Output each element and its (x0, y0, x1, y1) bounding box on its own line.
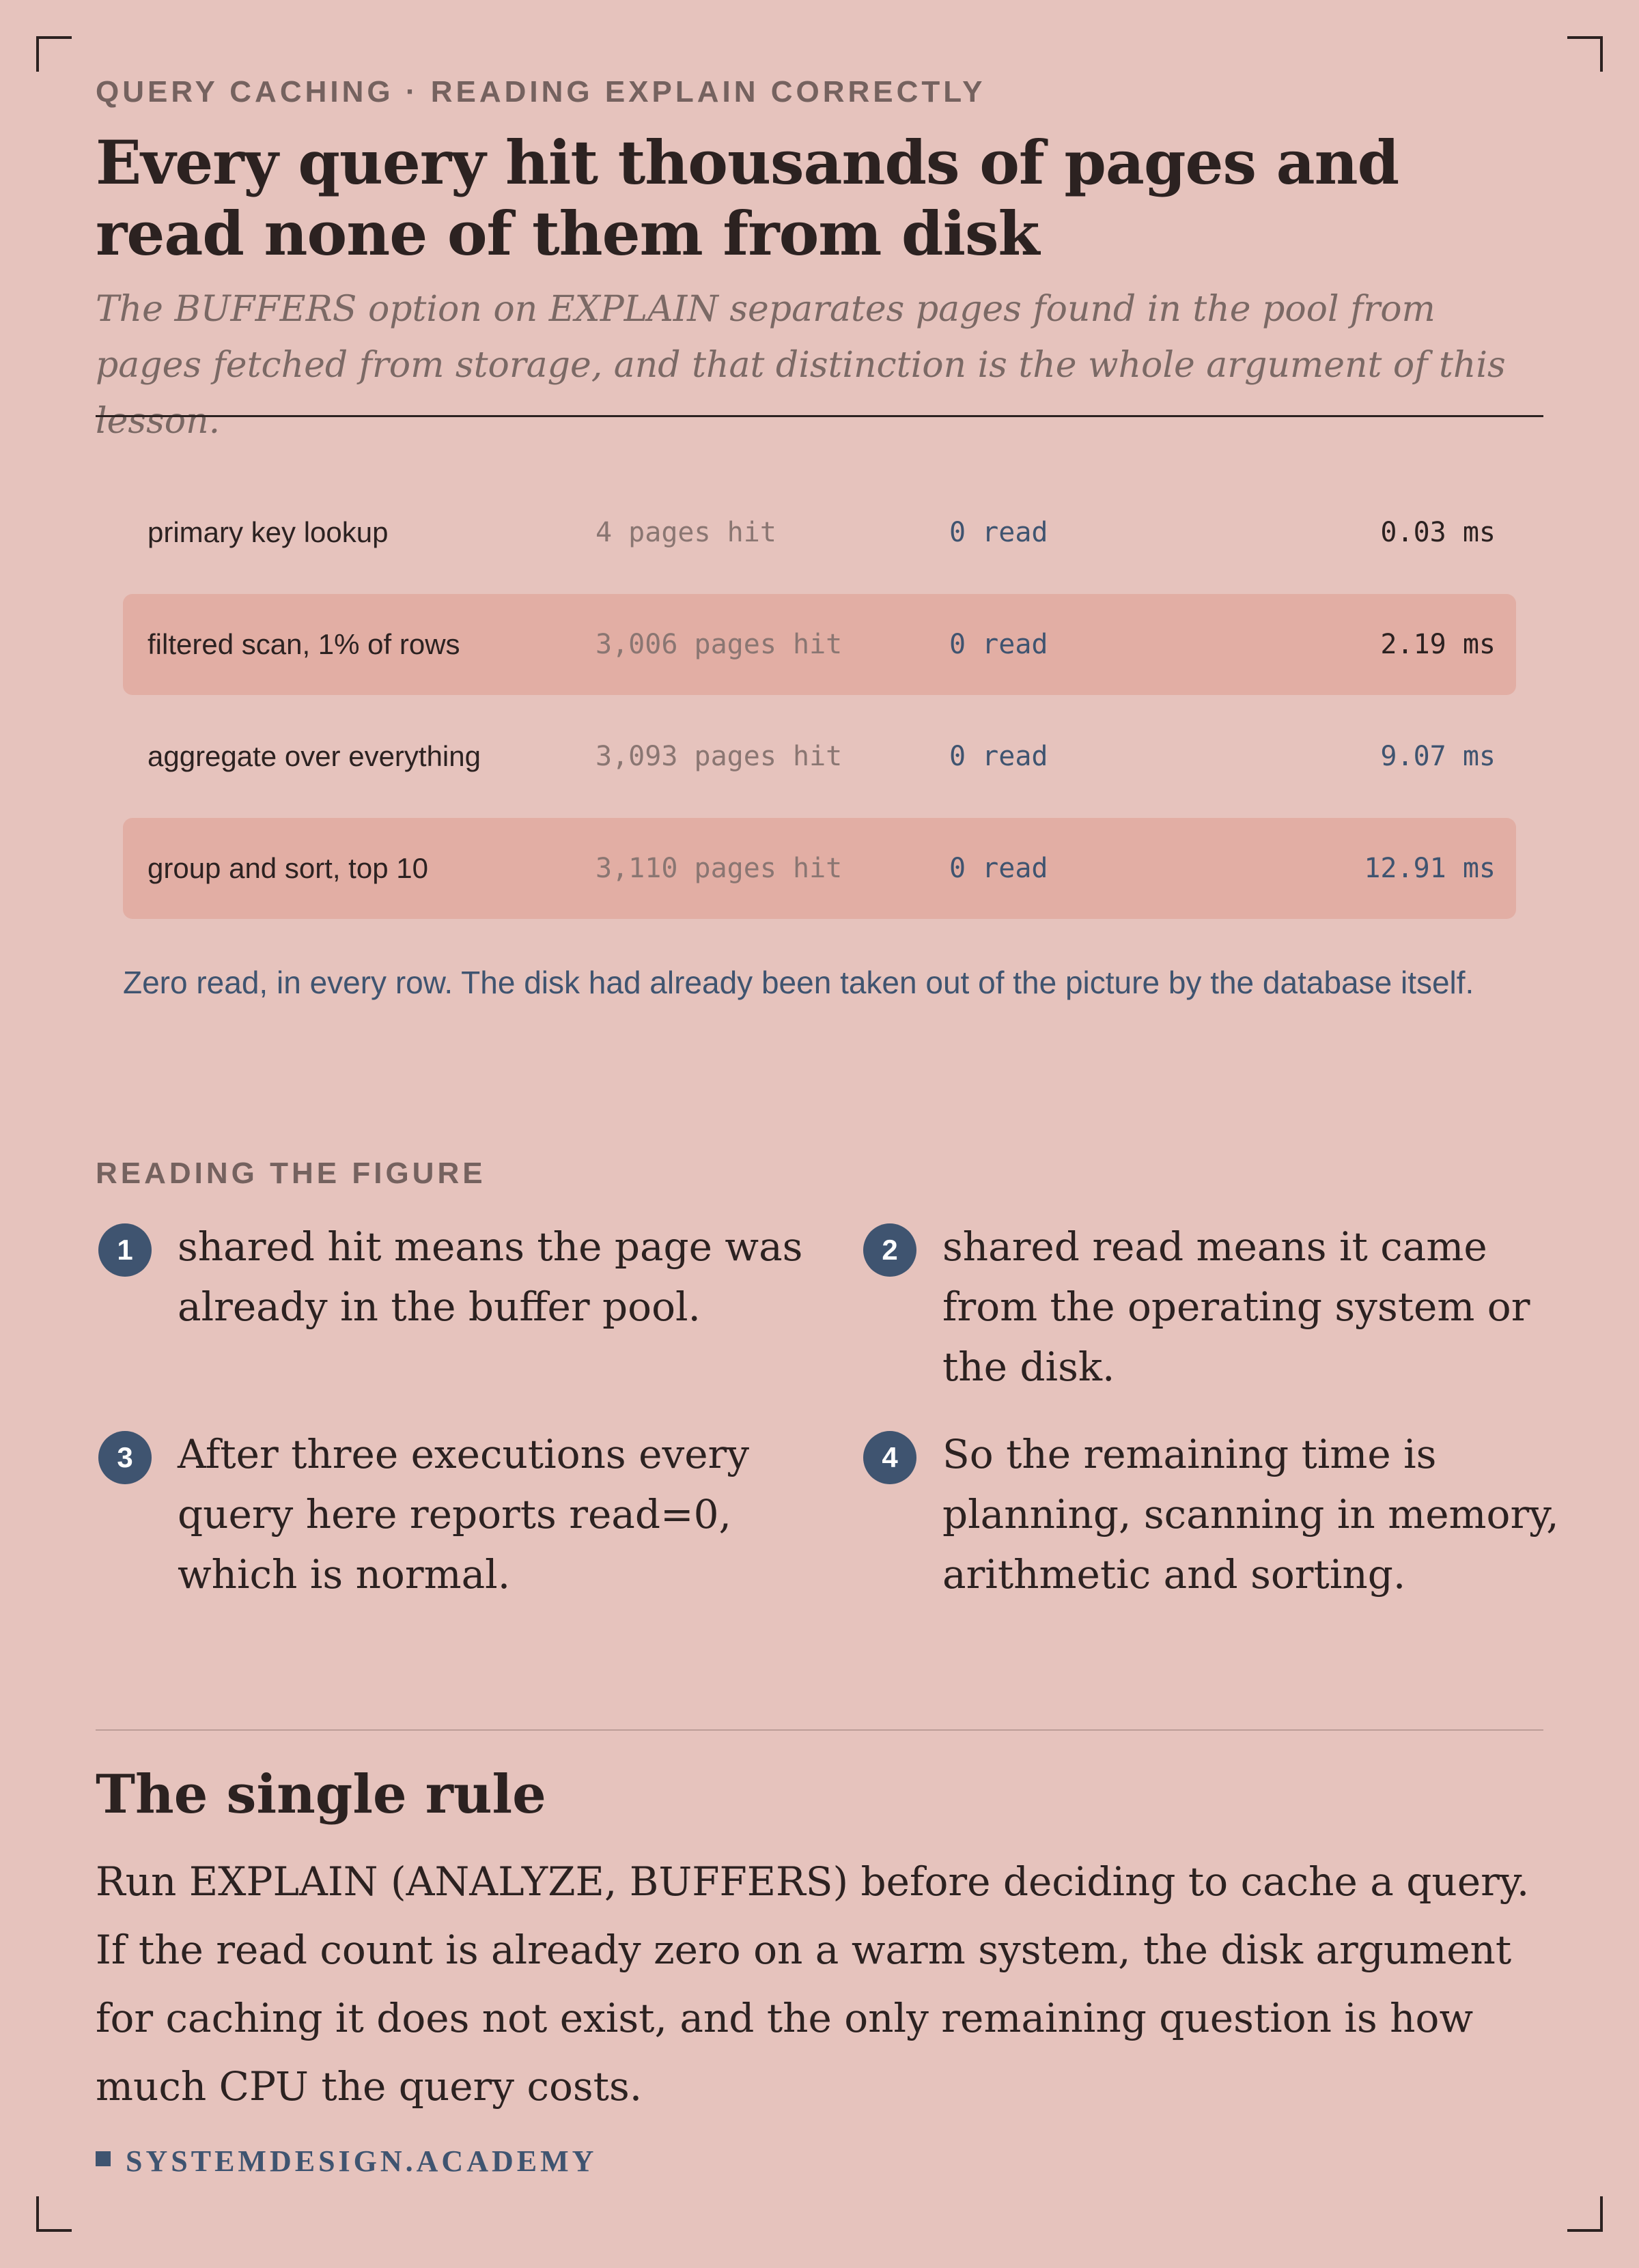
figure-heading: READING THE FIGURE (96, 1157, 486, 1190)
corner-mark-bottom-left (36, 2196, 72, 2232)
buffers-table (123, 482, 1516, 930)
row-time: 0.03 ms (1380, 517, 1496, 548)
row-read: 0 read (949, 741, 1048, 772)
row-label: group and sort, top 10 (148, 852, 428, 884)
number-badge: 2 (863, 1223, 916, 1277)
row-time: 2.19 ms (1380, 629, 1496, 660)
row-label: filtered scan, 1% of rows (148, 628, 460, 660)
row-read: 0 read (949, 853, 1048, 884)
table-row (123, 706, 1516, 807)
header-divider (96, 415, 1543, 417)
brand (96, 2144, 597, 2179)
row-read: 0 read (949, 629, 1048, 660)
section-divider (96, 1729, 1543, 1731)
page-subtitle: The BUFFERS option on EXPLAIN separates pages found in the pool from pages fetched from storage, and that distinction is the whole argument of this lesson. (96, 289, 1506, 442)
number-badge: 4 (863, 1431, 916, 1484)
number-badge: 1 (98, 1223, 152, 1277)
row-pages-hit: 3,110 pages hit (596, 853, 843, 884)
brand-square-icon (96, 2151, 111, 2166)
point-text: shared read means it came from the operating system or the disk. (942, 1223, 1530, 1390)
corner-mark-top-right (1567, 36, 1603, 72)
page-title: Every query hit thousands of pages and read none of them from disk (96, 127, 1399, 269)
point-text: So the remaining time is planning, scanning in memory, arithmetic and sorting. (942, 1431, 1559, 1598)
table-row (123, 818, 1516, 919)
number-badge: 3 (98, 1431, 152, 1484)
row-pages-hit: 4 pages hit (596, 517, 776, 548)
row-time: 12.91 ms (1364, 853, 1496, 884)
corner-mark-bottom-right (1567, 2196, 1603, 2232)
point-text: After three executions every query here reports read=0, which is normal. (178, 1431, 750, 1598)
row-pages-hit: 3,093 pages hit (596, 741, 843, 772)
point-text: shared hit means the page was already in the buffer pool. (178, 1223, 803, 1330)
rule-heading: The single rule (96, 1763, 546, 1826)
row-read: 0 read (949, 517, 1048, 548)
row-time: 9.07 ms (1380, 741, 1496, 772)
corner-mark-top-left (36, 36, 72, 72)
brand-name: SYSTEMDESIGN.ACADEMY (126, 2144, 598, 2178)
table-row (123, 594, 1516, 695)
row-label: aggregate over everything (148, 740, 481, 772)
kicker: QUERY CACHING · READING EXPLAIN CORRECTLY (96, 75, 986, 109)
table-note: Zero read, in every row. The disk had already been taken out of the picture by the database itself. (123, 965, 1474, 1000)
row-label: primary key lookup (148, 516, 389, 548)
rule-body: Run EXPLAIN (ANALYZE, BUFFERS) before deciding to cache a query. If the read count is already zero on a warm system, the disk argument for caching it does not exist, and the only remaining question is how much CPU the query costs. (96, 1858, 1530, 2110)
row-pages-hit: 3,006 pages hit (596, 629, 843, 660)
table-row (123, 482, 1516, 583)
